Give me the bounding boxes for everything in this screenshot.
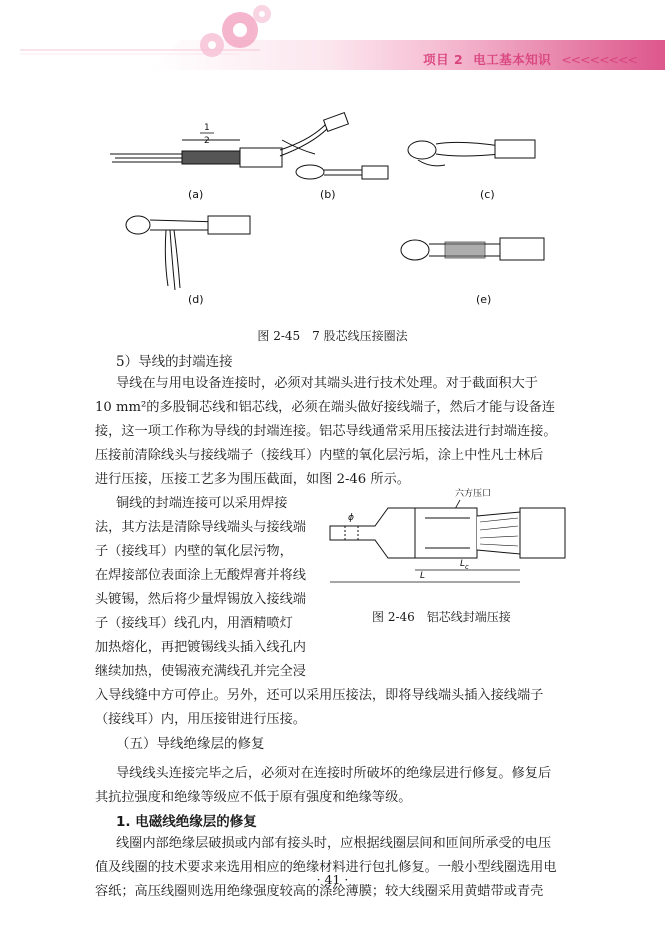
text-line: 线圈内部绝缘层破损或内部有接头时，应根据线圈层间和匝间所承受的电压 — [116, 836, 552, 851]
text-line: 压接前清除线头与接线端子（接线耳）内壁的氧化层污垢，涂上中性凡士林后 — [95, 448, 544, 463]
section-5-paragraph-2 — [95, 492, 345, 684]
fraction-denominator: 2 — [204, 136, 210, 146]
header-project: 项目 2 — [423, 52, 464, 67]
text-line: 接，这一项工作称为导线的封端连接。铝芯导线通常采用压接法进行封端连接。 — [95, 424, 557, 439]
text-line: 头镀锡，然后将少量焊锡放入接线端 — [95, 592, 306, 607]
lc-label-main: L — [460, 559, 466, 569]
header-title — [423, 50, 647, 68]
subsection-1-paragraph — [95, 832, 595, 904]
header-chapter: 电工基本知识 — [473, 52, 552, 67]
section-5-paragraph-2-continued — [95, 684, 595, 732]
text-line: （接线耳）内，用压接钳进行压接。 — [95, 712, 306, 727]
subsection-1-heading: 1. 电磁线绝缘层的修复 — [116, 814, 257, 830]
text-line: 子（接线耳）内壁的氧化层污物， — [95, 544, 293, 559]
figure-2-46 — [320, 478, 570, 603]
figure-label-c: (c) — [480, 188, 495, 201]
text-line: 子（接线耳）线孔内，用酒精喷灯 — [95, 616, 293, 631]
figure-d-drawing — [126, 216, 250, 290]
section-5-paragraph-1 — [95, 372, 595, 492]
text-line: 容纸；高压线圈则选用绝缘强度较高的涤纶薄膜；较大线圈采用黄蜡带或青壳 — [95, 884, 544, 899]
text-line: 导线在与用电设备连接时，必须对其端头进行技术处理。对于截面积大于 — [116, 376, 538, 391]
text-line: 导线线头连接完毕之后，必须对在连接时所破坏的绝缘层进行修复。修复后 — [116, 766, 552, 781]
figure-label-b: (b) — [320, 188, 336, 201]
text-line: 加热熔化，再把镀锡线头插入线孔内 — [95, 640, 306, 655]
figure-2-45-caption: 图 2-45 7 股芯线压接圈法 — [257, 329, 408, 343]
text-line: 铜线的封端连接可以采用焊接 — [116, 496, 288, 511]
gear-icon — [222, 12, 258, 48]
text-line: 值及线圈的技术要求来选用相应的绝缘材料进行包扎修复。一般小型线圈选用电 — [95, 860, 557, 875]
page-number: · 41 · — [316, 872, 349, 887]
fraction-numerator: 1 — [204, 123, 210, 133]
l-label: L — [420, 571, 426, 581]
lc-label-sub: c — [465, 563, 469, 571]
text-line: 法，其方法是清除导线端头与接线端 — [95, 520, 306, 535]
text-line: 进行压接，压接工艺多为围压截面，如图 2-46 所示。 — [95, 472, 410, 487]
figure-label-d: (d) — [188, 293, 204, 306]
phi-label: ϕ — [348, 513, 354, 523]
figure-label-e: (e) — [476, 293, 492, 306]
figure-b-drawing — [280, 113, 388, 179]
text-line: 其抗拉强度和绝缘等级应不低于原有强度和绝缘等级。 — [95, 790, 412, 805]
gear-icon — [253, 5, 271, 23]
lc-label — [460, 559, 469, 571]
figure-e-drawing — [401, 238, 544, 260]
text-line: 在焊接部位表面涂上无酸焊膏并将线 — [95, 568, 306, 583]
text-line: 10 mm²的多股铜芯线和铝芯线，必须在端头做好接线端子，然后才能与设备连 — [95, 400, 556, 415]
hex-crimp-label: 六方压口 — [455, 489, 492, 499]
figure-label-a: (a) — [188, 188, 204, 201]
section-5-heading: 5）导线的封端连接 — [116, 354, 233, 370]
figure-2-46-caption: 图 2-46 铝芯线封端压接 — [372, 610, 511, 624]
figure-a-drawing — [110, 140, 282, 167]
section-five-heading: （五）导线绝缘层的修复 — [116, 736, 265, 752]
gear-icon — [200, 33, 224, 57]
section-five-paragraph — [95, 762, 595, 810]
text-line: 入导线缝中方可停止。另外，还可以采用压接法，即将导线端头插入接线端子 — [95, 688, 544, 703]
chevrons-icon: <<<<<<<< — [561, 52, 637, 67]
figure-2-45 — [100, 110, 570, 325]
text-line: 继续加热，使锡液充满线孔并完全浸 — [95, 664, 306, 679]
figure-c-drawing — [408, 140, 535, 166]
